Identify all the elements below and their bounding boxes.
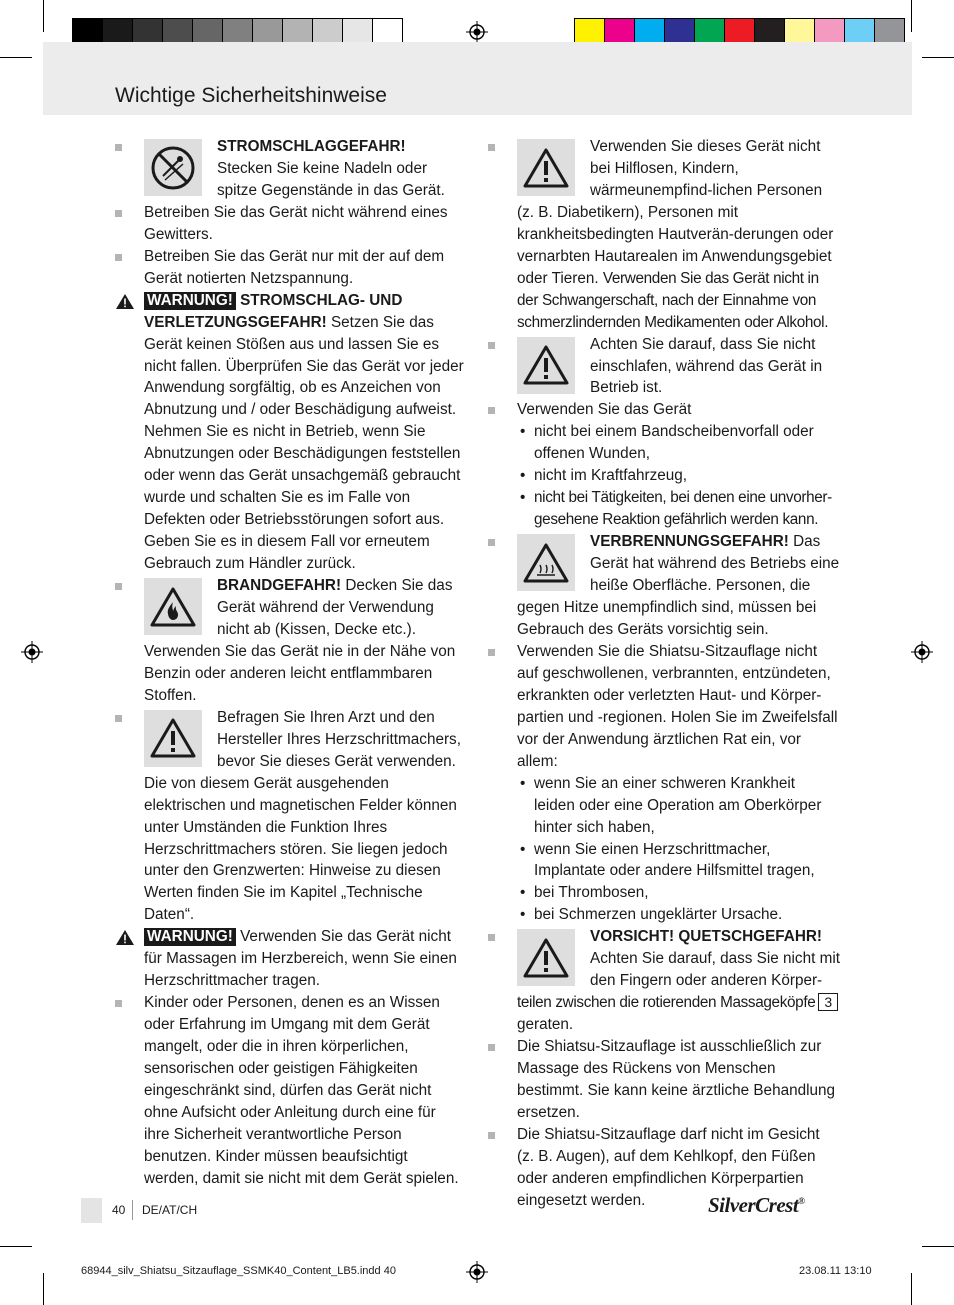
warning-label: WARNUNG! bbox=[144, 928, 236, 946]
registration-mark-icon bbox=[911, 641, 933, 663]
bullet-square bbox=[115, 254, 122, 261]
warning-sign-icon bbox=[144, 710, 202, 767]
page-number: 40 bbox=[112, 1203, 126, 1217]
bullet-square bbox=[488, 407, 495, 414]
children-text: Kinder oder Personen, denen es an Wissen oder Erfahrung im Umgang mit dem Gerät mangelt, oder die in ihren körperlichen, sensorischen oder geistigen Fähigkeiten eingeschränkt sind, dürfen das Gerät nicht ohne Aufsicht oder Anleitung durch eine für ihre Sicherheit verantwortliche Person benutzen. Kinder müssen beaufsichtigt werden, damit sie nicht mit dem Gerät spielen. bbox=[144, 994, 459, 1187]
children-note bbox=[115, 992, 465, 1190]
registered-mark: ® bbox=[798, 1196, 805, 1206]
footer-divider bbox=[132, 1200, 133, 1220]
crush-title: VORSICHT! QUETSCHGEFAHR! bbox=[590, 928, 823, 946]
registration-mark-icon bbox=[466, 21, 488, 43]
massage-heart-warning bbox=[115, 926, 465, 992]
intended-use-note bbox=[488, 1036, 840, 1124]
pacemaker-text: Befragen Sie Ihren Arzt und den Hersteller Ihres Herzschrittmachers, bevor Sie dieses Gerät verwenden. Die von diesem Gerät ausgehenden elektrischen und magnetischen Felder können unter Umständen die Funktion Ihres Herzschrittmachers stören. Sie liegen jedoch unter den Grenzwerten: Hinweise zu diesen Werten finden Sie im Kapitel „Technische Daten“. bbox=[144, 708, 461, 924]
skin-intro: Verwenden Sie die Shiatsu-Sitzauflage nicht auf geschwollenen, verbrannten, entzündeten, erkrankten oder verletzten Haut- und Körper-partien und -regionen. Holen Sie im Zweifelsfall vor der Anwendung ärztlichen Rat ein, vor allem: bbox=[517, 642, 838, 770]
injury-title: STROMSCHLAG- UND VERLETZUNGSGEFAHR! bbox=[144, 291, 403, 331]
warning-sign-icon bbox=[517, 929, 575, 986]
warning-sign-icon bbox=[517, 139, 575, 196]
page-title: Wichtige Sicherheitshinweise bbox=[115, 84, 387, 107]
burn-warning bbox=[488, 531, 840, 641]
brand-logo-part: Crest bbox=[755, 1193, 799, 1217]
burn-text: Das Gerät hat während des Betriebs eine heiße Oberfläche. Personen, die gegen Hitze unempfindlich sind, müssen bei Gebrauch des Geräts vorsichtig sein. bbox=[517, 533, 840, 638]
right-column bbox=[488, 136, 840, 1212]
bullet-square bbox=[115, 715, 122, 722]
warning-label: WARNUNG! bbox=[144, 292, 236, 310]
bullet-square bbox=[488, 649, 495, 656]
bullet-square bbox=[115, 583, 122, 590]
usage-intro: Verwenden Sie das Gerät bbox=[517, 401, 692, 419]
bullet-square bbox=[488, 539, 495, 546]
list-item: • wenn Sie an einer schweren Krankheit leiden oder eine Operation am Oberkörper hinter sich haben, bbox=[517, 773, 840, 839]
crop-mark bbox=[43, 0, 44, 32]
crush-text: teilen zwischen die rotierenden Massageköpfe bbox=[517, 994, 816, 1012]
warning-triangle-icon bbox=[115, 929, 135, 946]
bullet-square bbox=[115, 144, 122, 151]
voltage-text: Betreiben Sie das Gerät nur mit der auf dem Gerät notierten Netzspannung. bbox=[144, 247, 445, 287]
crush-text: geraten. bbox=[517, 1016, 574, 1034]
crush-warning bbox=[488, 926, 840, 1036]
fire-text: Decken Sie das Gerät während der Verwendung nicht ab (Kissen, Decke etc.). Verwenden Sie das Gerät nie in der Nähe von Benzin oder anderen leicht entflammbaren Stoffen. bbox=[144, 577, 456, 704]
registration-mark-icon bbox=[466, 1261, 488, 1283]
region-code: DE/AT/CH bbox=[142, 1203, 198, 1217]
burn-title: VERBRENNUNGSGEFAHR! bbox=[590, 533, 789, 551]
intended-use-text: Die Shiatsu-Sitzauflage ist ausschließlich zur Massage des Rückens von Menschen bestimmt. Sie kann keine ärztliche Behandlung ersetzen. bbox=[517, 1038, 836, 1121]
crop-mark bbox=[43, 1273, 44, 1305]
fire-title: BRANDGEFAHR! bbox=[217, 577, 342, 595]
list-item: • nicht bei Tätigkeiten, bei denen eine unvorher-gesehene Reaktion gefährlich werden kann. bbox=[517, 487, 840, 531]
list-item: • wenn Sie einen Herzschrittmacher, Implantate oder andere Hilfsmittel tragen, bbox=[517, 839, 840, 883]
skin-list bbox=[517, 773, 840, 927]
injury-text: Setzen Sie das Gerät keinen Stößen aus und lassen Sie es nicht fallen. Überprüfen Sie das Gerät vor jeder Anwendung sorgfältig, ob es Anzeichen von Abnutzung und / oder Beschädigung aufweist. Nehmen Sie es nicht in Betrieb, wenn Sie Abnutzungen oder Beschädigungen feststellen oder wenn das Gerät unsachgemäß gebraucht wurde und schalten Sie es im Falle von Defekten oder Betriebsstörungen sofort aus. Geben Sie es in diesem Fall vor erneutem Gebrauch zum Händler zurück. bbox=[144, 313, 464, 573]
shock-text: Stecken Sie keine Nadeln oder spitze Gegenstände in das Gerät. bbox=[217, 159, 445, 199]
bullet-square bbox=[488, 1132, 495, 1139]
crop-mark bbox=[911, 1273, 912, 1305]
usage-list bbox=[517, 421, 840, 531]
list-item: • nicht im Kraftfahrzeug, bbox=[517, 465, 840, 487]
list-item: • bei Schmerzen ungeklärter Ursache. bbox=[517, 904, 840, 926]
crush-text: Achten Sie darauf, dass Sie nicht mit den Fingern oder anderen Körper- bbox=[590, 950, 840, 990]
helpless-persons-note bbox=[488, 136, 840, 334]
part-reference: 3 bbox=[818, 993, 838, 1011]
helpless-text: Verwenden Sie dieses Gerät nicht bei Hilflosen, Kindern, wärmeunempfind-lichen Personen (z. B. Diabetikern), Personen mit krankheitsbedingten Hautverän-derungen oder vernarbten Hautarealen im Anwendungsgebiet oder Tieren. bbox=[517, 138, 834, 287]
thunderstorm-note bbox=[115, 202, 465, 246]
brand-logo-part: Silver bbox=[708, 1193, 756, 1217]
warning-triangle-icon bbox=[115, 293, 135, 310]
shock-title: STROMSCHLAGGEFAHR! bbox=[217, 138, 406, 155]
bullet-square bbox=[488, 144, 495, 151]
bullet-square bbox=[488, 342, 495, 349]
fire-warning bbox=[115, 575, 465, 707]
massage-heart-text: Verwenden Sie das Gerät nicht für Massagen im Herzbereich, wenn Sie einen Herzschrittmacher tragen. bbox=[144, 928, 457, 990]
crop-mark bbox=[922, 1246, 954, 1247]
pacemaker-note bbox=[115, 707, 465, 927]
crop-mark bbox=[0, 57, 32, 58]
list-item: • bei Thrombosen, bbox=[517, 882, 840, 904]
usage-restrictions bbox=[488, 399, 840, 531]
body-parts-text: Die Shiatsu-Sitzauflage darf nicht im Gesicht (z. B. Augen), auf dem Kehlkopf, den Füßen oder anderen empfindlichen Körperpartien eingesetzt werden. bbox=[517, 1125, 820, 1209]
left-column bbox=[115, 136, 465, 1190]
crop-mark bbox=[911, 0, 912, 32]
hot-surface-icon bbox=[517, 534, 575, 591]
sleep-note bbox=[488, 334, 840, 400]
footer-tab bbox=[81, 1198, 102, 1223]
crop-mark bbox=[0, 1246, 32, 1247]
bullet-square bbox=[115, 210, 122, 217]
registration-mark-icon bbox=[21, 641, 43, 663]
fire-hazard-icon bbox=[144, 578, 202, 635]
slug-filename: 68944_silv_Shiatsu_Sitzauflage_SSMK40_Content_LB5.indd 40 bbox=[81, 1265, 396, 1277]
list-item: • nicht bei einem Bandscheibenvorfall oder offenen Wunden, bbox=[517, 421, 840, 465]
no-needles-icon bbox=[144, 139, 202, 196]
pregnancy-text: Verwenden Sie das Gerät nicht in der Schwangerschaft, nach der Einnahme von schmerzlindernden Medikamenten oder Alkohol. bbox=[517, 269, 829, 331]
bullet-square bbox=[115, 1000, 122, 1007]
shock-warning bbox=[115, 136, 465, 202]
warning-sign-icon bbox=[517, 337, 575, 394]
bullet-square bbox=[488, 1044, 495, 1051]
skin-conditions bbox=[488, 641, 840, 926]
slug-datetime: 23.08.11 13:10 bbox=[799, 1265, 872, 1277]
sleep-text: Achten Sie darauf, dass Sie nicht einschlafen, während das Gerät in Betrieb ist. bbox=[590, 335, 823, 397]
voltage-note bbox=[115, 246, 465, 290]
crop-mark bbox=[922, 57, 954, 58]
bullet-square bbox=[488, 934, 495, 941]
thunderstorm-text: Betreiben Sie das Gerät nicht während eines Gewitters. bbox=[144, 203, 448, 243]
injury-warning bbox=[115, 290, 465, 575]
brand-logo bbox=[708, 1193, 804, 1218]
